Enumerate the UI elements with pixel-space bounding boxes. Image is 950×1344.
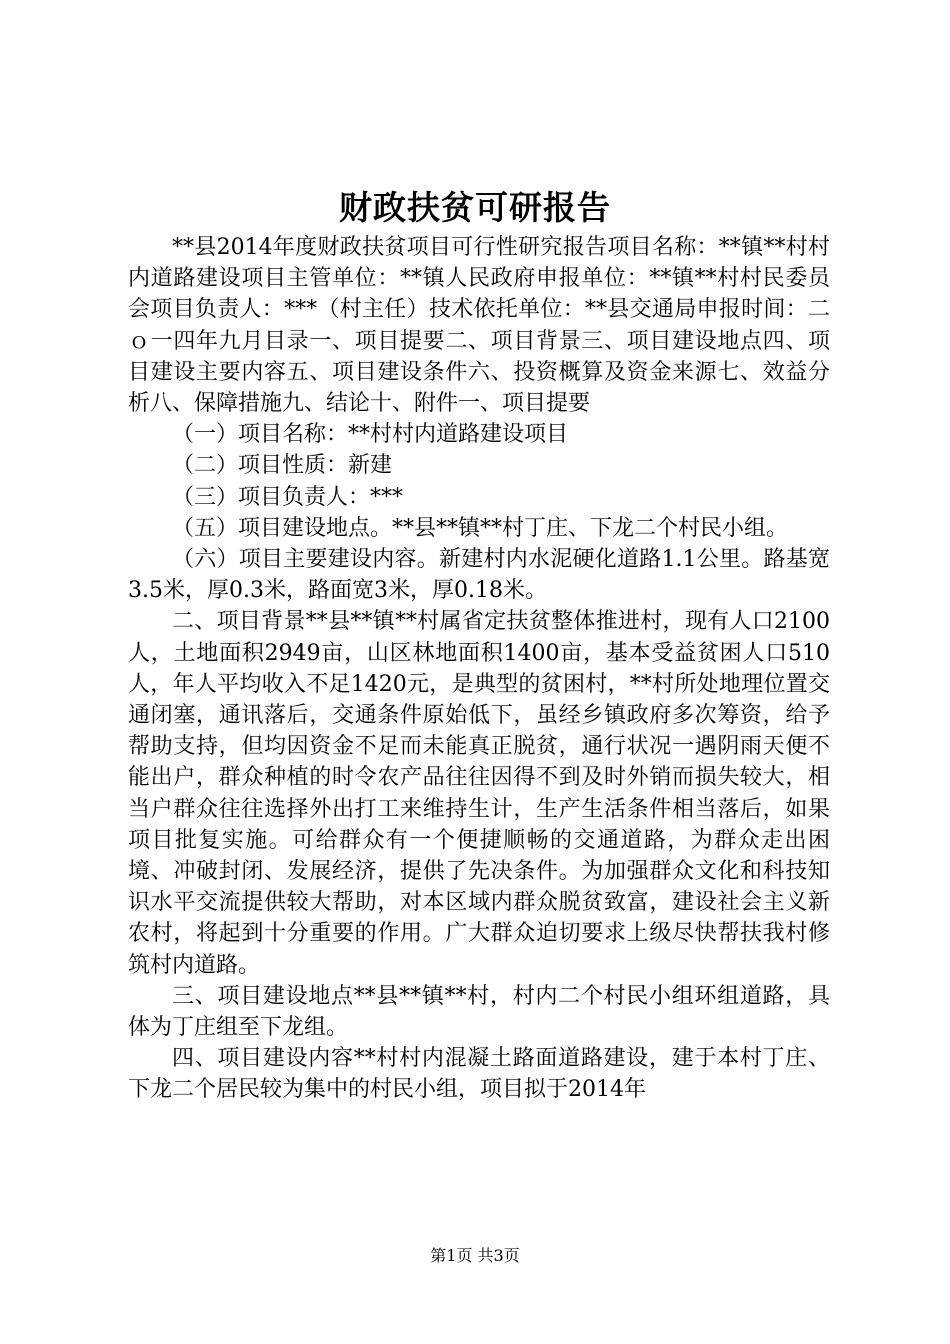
paragraph-construction-content: 四、项目建设内容**村村内混凝土路面道路建设，建于本村丁庄、下龙二个居民较为集中的村民小组，项目拟于2014年 <box>128 1046 830 1103</box>
paragraph-intro: **县2014年度财政扶贫项目可行性研究报告项目名称：**镇**村村内道路建设项目主管单位：**镇人民政府申报单位：**镇**村村民委员会项目负责人：***（村主任）技术依托单位：**县交通局申报时间：二ｏ一四年九月目录一、项目提要二、项目背景三、项目建设地点四、项目建设主要内容五、项目建设条件六、投资概算及资金来源七、效益分析八、保障措施九、结论十、附件一、项目提要 <box>128 235 830 417</box>
paragraph-project-location: （五）项目建设地点。**县**镇**村丁庄、下龙二个村民小组。 <box>172 515 789 541</box>
paragraph-project-background: 二、项目背景**县**镇**村属省定扶贫整体推进村，现有人口2100人，土地面积2949亩，山区林地面积1400亩，基本受益贫困人口510人，年人平均收入不足1420元，是典型的贫困村，**村所处地理位置交通闭塞，通讯落后，交通条件原始低下，虽经乡镇政府多次筹资，给予帮助支持，但均因资金不足而未能真正脱贫，通行状况一遇阴雨天便不能出户，群众种植的时令农产品往往因得不到及时外销而损失较大，相当户群众往往选择外出打工来维持生计，生产生活条件相当落后，如果项目批复实施。可给群众有一个便捷顺畅的交通道路，为群众走出困境、冲破封闭、发展经济，提供了先决条件。为加强群众文化和科技知识水平交流提供较大帮助，对本区域内群众脱贫致富，建设社会主义新农村，将起到十分重要的作用。广大群众迫切要求上级尽快帮扶我村修筑村内道路。 <box>128 609 830 978</box>
page-footer: 第1页 共3页 <box>430 1246 520 1265</box>
document-body <box>128 232 830 1106</box>
paragraph-construction-site: 三、项目建设地点**县**镇**村，村内二个村民小组环组道路，具体为丁庄组至下龙组。 <box>128 983 830 1041</box>
paragraph-project-name: （一）项目名称：**村村内道路建设项目 <box>172 422 569 448</box>
paragraph-project-nature: （二）项目性质：新建 <box>172 453 393 479</box>
document-title: 财政扶贫可研报告 <box>339 188 611 227</box>
paragraph-project-content: （六）项目主要建设内容。新建村内水泥硬化道路1.1公里。路基宽3.5米，厚0.3米，路面宽3米，厚0.18米。 <box>128 547 830 604</box>
paragraph-project-leader: （三）项目负责人：*** <box>172 484 404 510</box>
